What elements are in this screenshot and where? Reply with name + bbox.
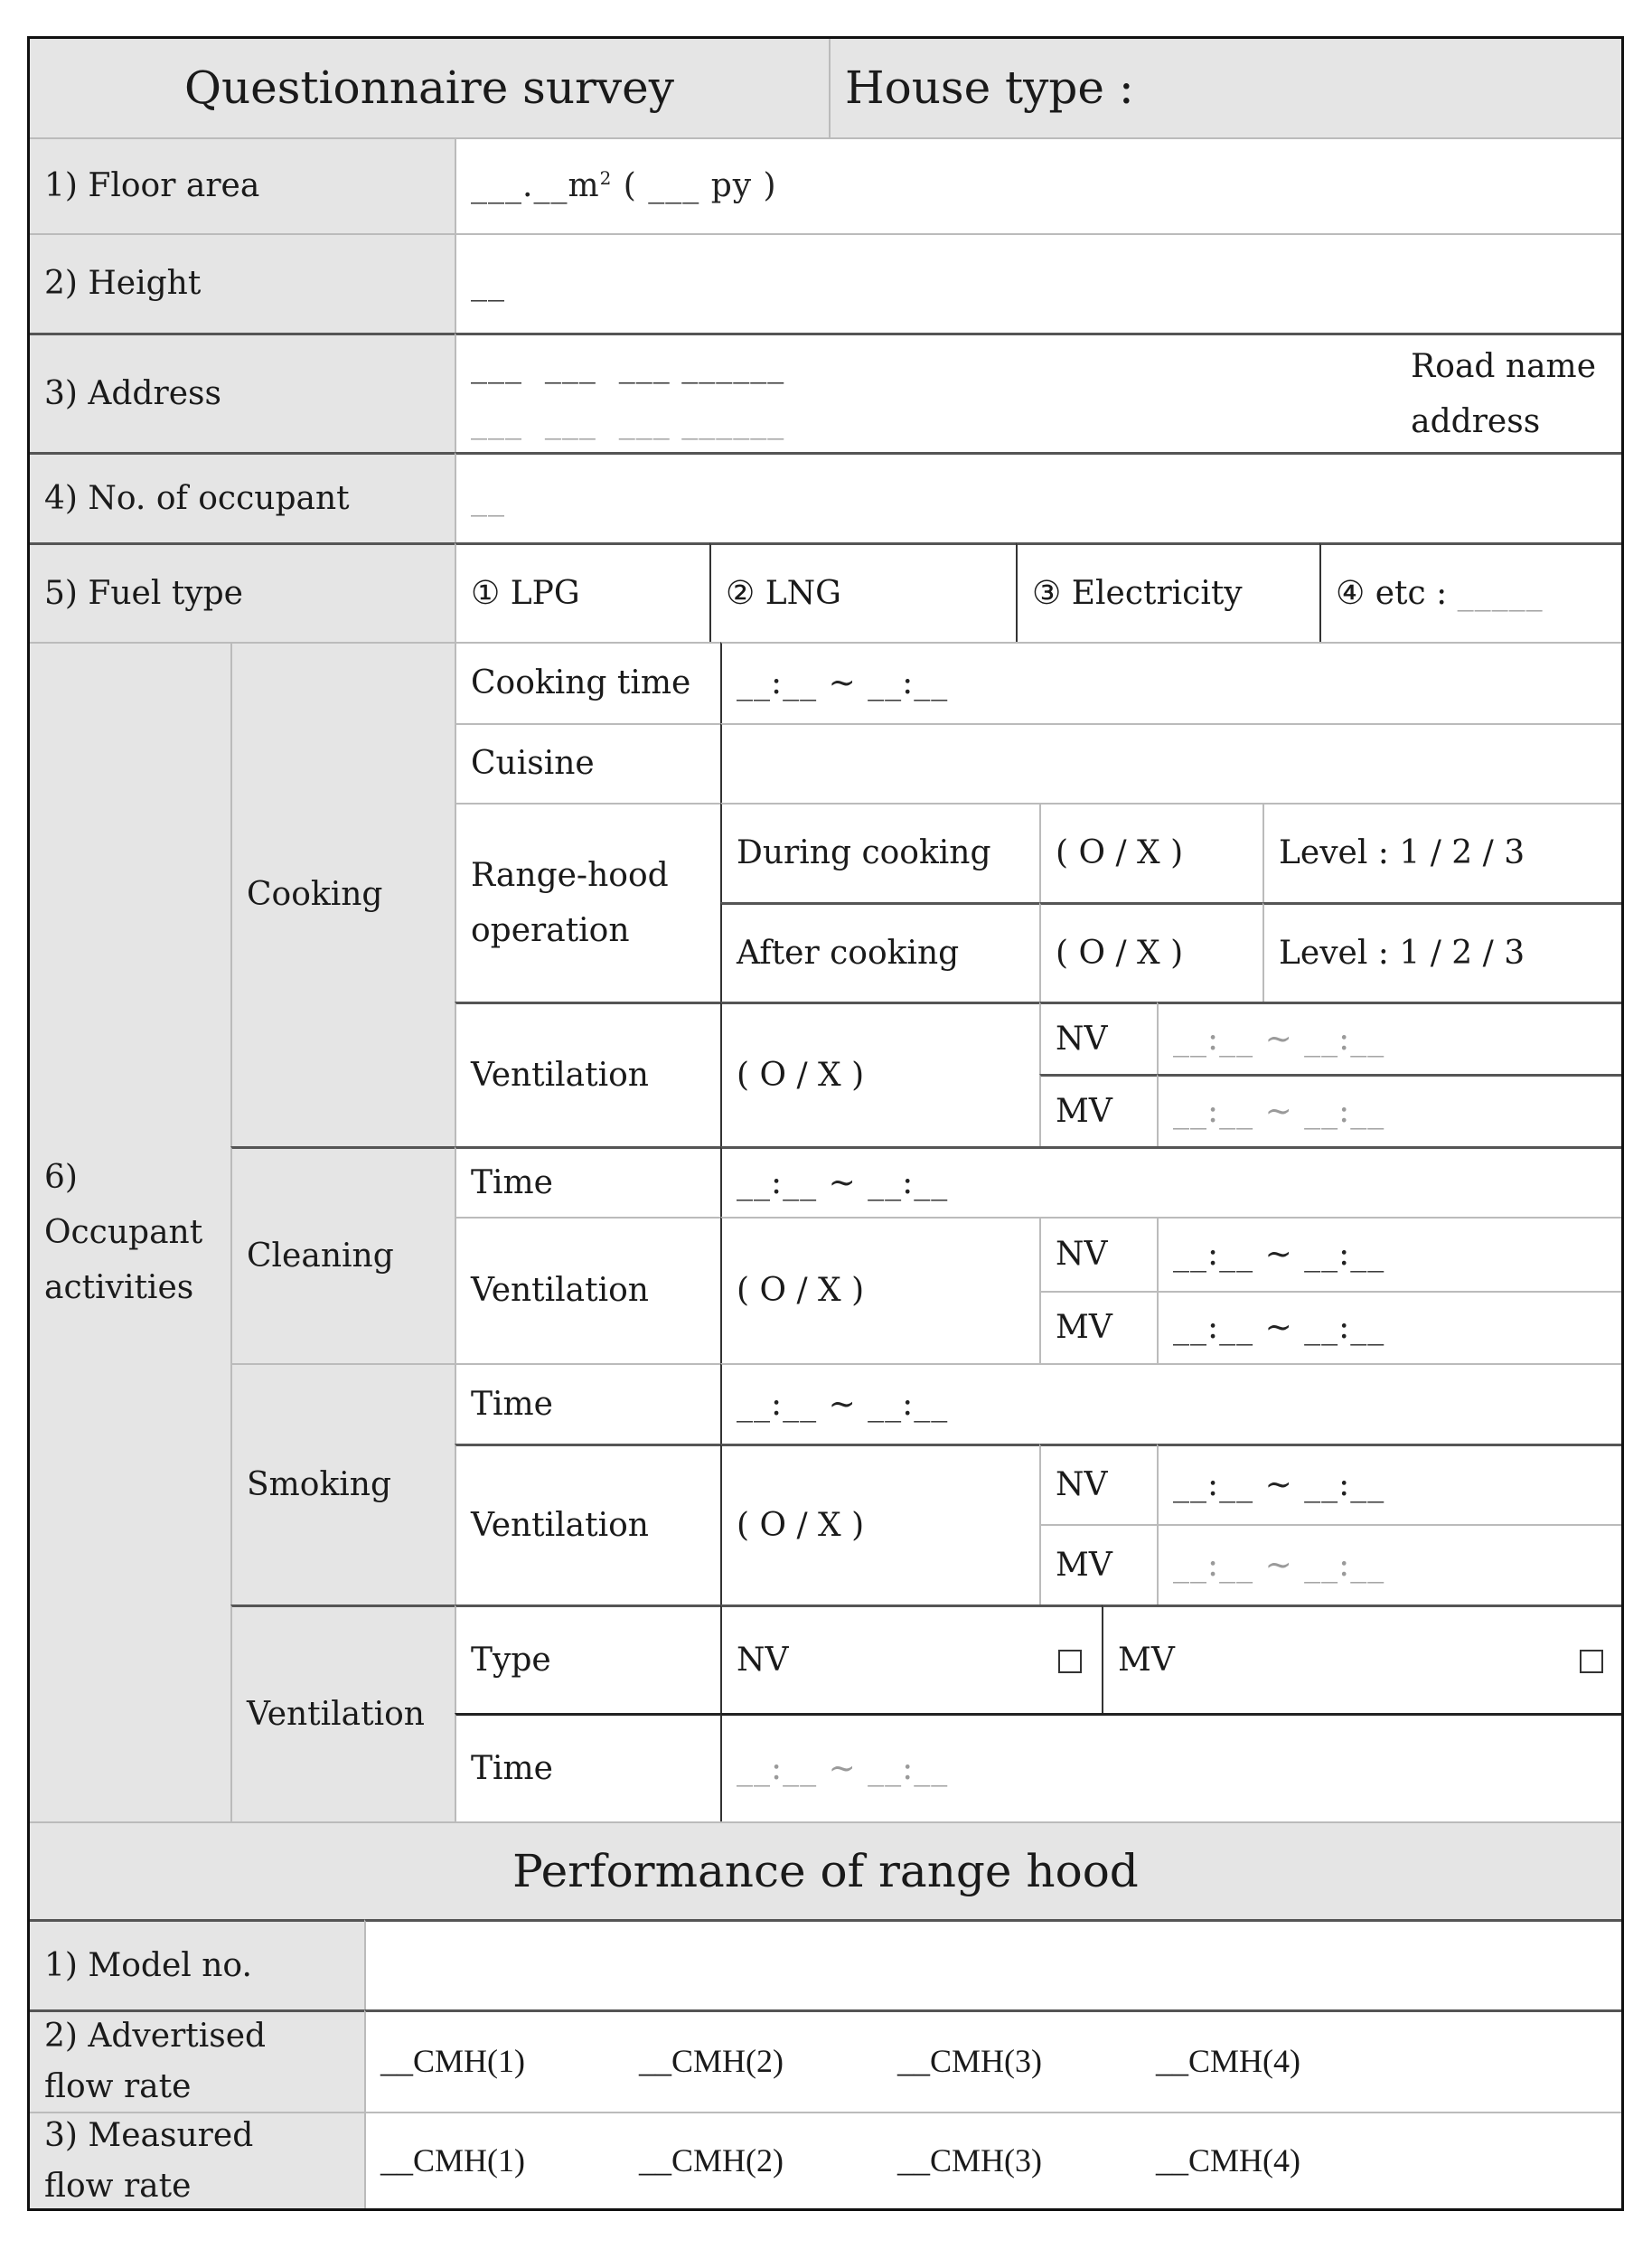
advertised-flow-field[interactable] <box>364 2009 1621 2112</box>
fuel-option-lng[interactable]: ② LNG <box>709 542 1016 642</box>
ventilation-time-field[interactable]: __:__ ~ __:__ <box>720 1713 1621 1821</box>
smoking-mv-label: MV <box>1039 1524 1157 1604</box>
smoking-nv-time[interactable]: __:__ ~ __:__ <box>1157 1444 1621 1524</box>
ventilation-type-mv-option[interactable]: MV <box>1102 1604 1621 1713</box>
cleaning-mv-label: MV <box>1039 1291 1157 1363</box>
during-cooking-level[interactable]: Level : 1 / 2 / 3 <box>1262 803 1621 902</box>
fuel-type-label-cell <box>30 542 455 642</box>
cleaning-time-label: Time <box>455 1146 720 1217</box>
questionnaire-table <box>27 36 1624 2211</box>
ventilation-type-nv-option[interactable]: NV <box>720 1604 1102 1713</box>
model-no-label-cell: 1) Model no. <box>30 1919 364 2009</box>
during-cooking-label: During cooking <box>720 803 1039 902</box>
fuel-type-label: 5) Fuel type <box>44 574 243 612</box>
measured-flow-field[interactable] <box>364 2112 1621 2208</box>
cooking-time-field[interactable]: __:__ ~ __:__ <box>720 642 1621 723</box>
cooking-mv-label: MV <box>1039 1074 1157 1146</box>
advertised-cmh-4[interactable]: __CMH(4) <box>1156 2043 1300 2080</box>
fuel-option-lpg[interactable]: ① LPG <box>455 542 709 642</box>
smoking-ventilation-ox[interactable]: ( O / X ) <box>720 1444 1039 1604</box>
fuel-option-etc[interactable]: ④ etc : _____ <box>1319 542 1621 642</box>
height-value[interactable]: __ <box>471 265 505 303</box>
address-field[interactable] <box>455 333 1621 452</box>
advertised-cmh-1[interactable]: __CMH(1) <box>380 2043 525 2080</box>
floor-area-value[interactable]: $\_\_\_.\_\_m^2$ ( ___ py ) <box>471 167 777 205</box>
survey-title-cell <box>30 39 829 137</box>
cleaning-ventilation-label: Ventilation <box>455 1217 720 1363</box>
cooking-time-label: Cooking time <box>455 642 720 723</box>
smoking-time-field[interactable]: __:__ ~ __:__ <box>720 1363 1621 1444</box>
fuel-etc-blank[interactable]: _____ <box>1457 574 1544 612</box>
cuisine-field[interactable] <box>720 723 1621 803</box>
smoking-group-label: Smoking <box>230 1363 455 1604</box>
occupants-label: 4) No. of occupant <box>44 479 350 517</box>
nv-checkbox[interactable] <box>1058 1650 1082 1673</box>
advertised-cmh-2[interactable]: __CMH(2) <box>639 2043 784 2080</box>
rangehood-operation-label: Range-hood operation <box>455 803 720 1002</box>
cleaning-nv-time[interactable]: __:__ ~ __:__ <box>1157 1217 1621 1291</box>
address-line-1[interactable]: ___ ___ ___ ______ <box>471 347 785 385</box>
measured-cmh-3[interactable]: __CMH(3) <box>897 2141 1042 2178</box>
occupants-label-cell <box>30 452 455 542</box>
smoking-nv-label: NV <box>1039 1444 1157 1524</box>
cuisine-label: Cuisine <box>455 723 720 803</box>
performance-title-cell <box>30 1821 1621 1919</box>
cleaning-group-label: Cleaning <box>230 1146 455 1363</box>
cooking-nv-label: NV <box>1039 1002 1157 1074</box>
during-cooking-ox[interactable]: ( O / X ) <box>1039 803 1262 902</box>
cooking-nv-time[interactable]: __:__ ~ __:__ <box>1157 1002 1621 1074</box>
house-type-label: House type : <box>845 61 1134 114</box>
cleaning-mv-time[interactable]: __:__ ~ __:__ <box>1157 1291 1621 1363</box>
measured-cmh-2[interactable]: __CMH(2) <box>639 2141 784 2178</box>
occupant-activities-label-cell <box>30 642 230 1821</box>
floor-area-label-cell <box>30 137 455 233</box>
ventilation-time-label: Time <box>455 1713 720 1821</box>
survey-title: Questionnaire survey <box>183 61 675 114</box>
smoking-ventilation-label: Ventilation <box>455 1444 720 1604</box>
measured-cmh-1[interactable]: __CMH(1) <box>380 2141 525 2178</box>
cooking-group-label: Cooking <box>230 642 455 1146</box>
after-cooking-level[interactable]: Level : 1 / 2 / 3 <box>1262 902 1621 1002</box>
advertised-flow-label-cell: 2) Advertised flow rate <box>30 2009 364 2112</box>
ventilation-type-label: Type <box>455 1604 720 1713</box>
performance-title: Performance of range hood <box>512 1844 1139 1897</box>
after-cooking-ox[interactable]: ( O / X ) <box>1039 902 1262 1002</box>
cleaning-ventilation-ox[interactable]: ( O / X ) <box>720 1217 1039 1363</box>
road-name-address-note: Road name address <box>1411 348 1596 441</box>
measured-cmh-4[interactable]: __CMH(4) <box>1156 2141 1300 2178</box>
mv-checkbox[interactable] <box>1580 1650 1603 1673</box>
floor-area-field[interactable] <box>455 137 1621 233</box>
address-label: 3) Address <box>44 374 221 412</box>
cleaning-nv-label: NV <box>1039 1217 1157 1291</box>
occupant-activities-label: 6) Occupant activities <box>44 1158 203 1307</box>
cooking-ventilation-ox[interactable]: ( O / X ) <box>720 1002 1039 1146</box>
cooking-mv-time[interactable]: __:__ ~ __:__ <box>1157 1074 1621 1146</box>
occupants-value[interactable]: __ <box>471 479 505 517</box>
occupants-field[interactable] <box>455 452 1621 542</box>
measured-flow-label-cell: 3) Measured flow rate <box>30 2112 364 2208</box>
after-cooking-label: After cooking <box>720 902 1039 1002</box>
address-line-2[interactable]: ___ ___ ___ ______ <box>471 402 785 440</box>
house-type-cell[interactable] <box>829 39 1621 137</box>
height-label: 2) Height <box>44 265 202 303</box>
smoking-mv-time[interactable]: __:__ ~ __:__ <box>1157 1524 1621 1604</box>
height-label-cell <box>30 233 455 333</box>
smoking-time-label: Time <box>455 1363 720 1444</box>
model-no-field[interactable] <box>364 1919 1621 2009</box>
fuel-option-electricity[interactable]: ③ Electricity <box>1016 542 1319 642</box>
ventilation-group-label: Ventilation <box>230 1604 455 1821</box>
cooking-ventilation-label: Ventilation <box>455 1002 720 1146</box>
cleaning-time-field[interactable]: __:__ ~ __:__ <box>720 1146 1621 1217</box>
height-field[interactable] <box>455 233 1621 333</box>
address-label-cell <box>30 333 455 452</box>
advertised-cmh-3[interactable]: __CMH(3) <box>897 2043 1042 2080</box>
floor-area-label: 1) Floor area <box>44 167 260 205</box>
